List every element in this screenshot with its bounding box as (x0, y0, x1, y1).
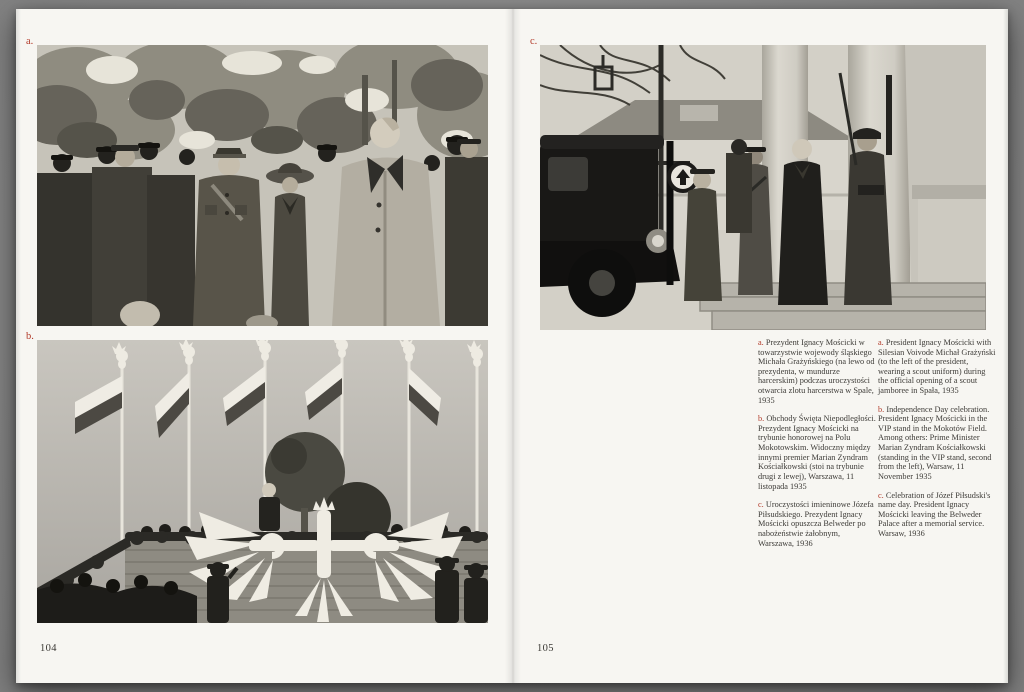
captions-polish-column (758, 338, 876, 557)
photo-label-a: a. (26, 36, 34, 47)
caption-prefix: b. (758, 414, 765, 424)
captions-english-column (878, 338, 996, 548)
caption-pl-a (758, 338, 876, 405)
caption-text: Uroczystości imieninowe Józefa Piłsudskiego. Prezydent Ignacy Mościcki opuszcza Belweder po nabożeństwie żałobnym, Warszawa, 1936 (758, 500, 874, 548)
caption-text: Obchody Święta Niepodległości. Prezydent Ignacy Mościcki na trybunie honorowej na Polu Mokotowskim. Widoczny między innymi premier Marian Zyndram Kościałkowski (stoi na trybunie drugi z lewej), Warszawa, 11 listopada 1935 (758, 414, 876, 491)
left-page-edge (16, 9, 21, 683)
photo-label-c: c. (530, 36, 538, 47)
caption-en-c (878, 491, 996, 539)
caption-text: Prezydent Ignacy Mościcki w towarzystwie wojewody śląskiego Michała Grażyńskiego (na lewo od prezydenta, w mundurze harcerskim) podczas uroczystości otwarcia zlotu harcerstwa w Spale, 1935 (758, 338, 875, 405)
caption-text: Celebration of Józef Piłsudski's name day. President Ignacy Mościcki leaving the Belweder Palace after a memorial service. Warsaw, 1936 (878, 490, 991, 538)
photo-c-belweder (540, 45, 986, 330)
photo-a-scout-jamboree (37, 45, 488, 326)
book-spine-shadow (505, 9, 521, 683)
caption-pl-c (758, 500, 876, 548)
photo-c-illustration (540, 45, 986, 330)
caption-prefix: c. (758, 500, 764, 510)
photo-b-illustration (37, 340, 488, 623)
caption-prefix: a. (878, 338, 884, 347)
page-number-left: 104 (40, 643, 57, 654)
caption-prefix: a. (758, 338, 764, 347)
photo-a-illustration (37, 45, 488, 326)
caption-text: President Ignacy Mościcki with Silesian Voivode Michał Grażyński (to the left of the president, wearing a scout uniform) during the official opening of a scout jamboree in Spała, 1935 (878, 338, 996, 396)
caption-en-a (878, 338, 996, 396)
right-page-edge (1003, 9, 1008, 683)
page-number-right: 105 (537, 643, 554, 654)
up-arrow-sign (669, 163, 697, 191)
caption-en-b (878, 405, 996, 482)
caption-text: Independence Day celebration. President Ignacy Mościcki in the VIP stand in the Mokotów Field. Among others: Prime Minister Marian Zyndram Kościałkowski (standing in the VIP stand, second from the left), Warsaw, 11 November 1935 (878, 404, 992, 481)
caption-prefix: b. (878, 404, 885, 414)
caption-pl-b (758, 414, 876, 491)
photo-label-b: b. (26, 331, 34, 342)
photo-b-vip-stand (37, 340, 488, 623)
caption-prefix: c. (878, 490, 884, 500)
book-spread (16, 9, 1008, 683)
